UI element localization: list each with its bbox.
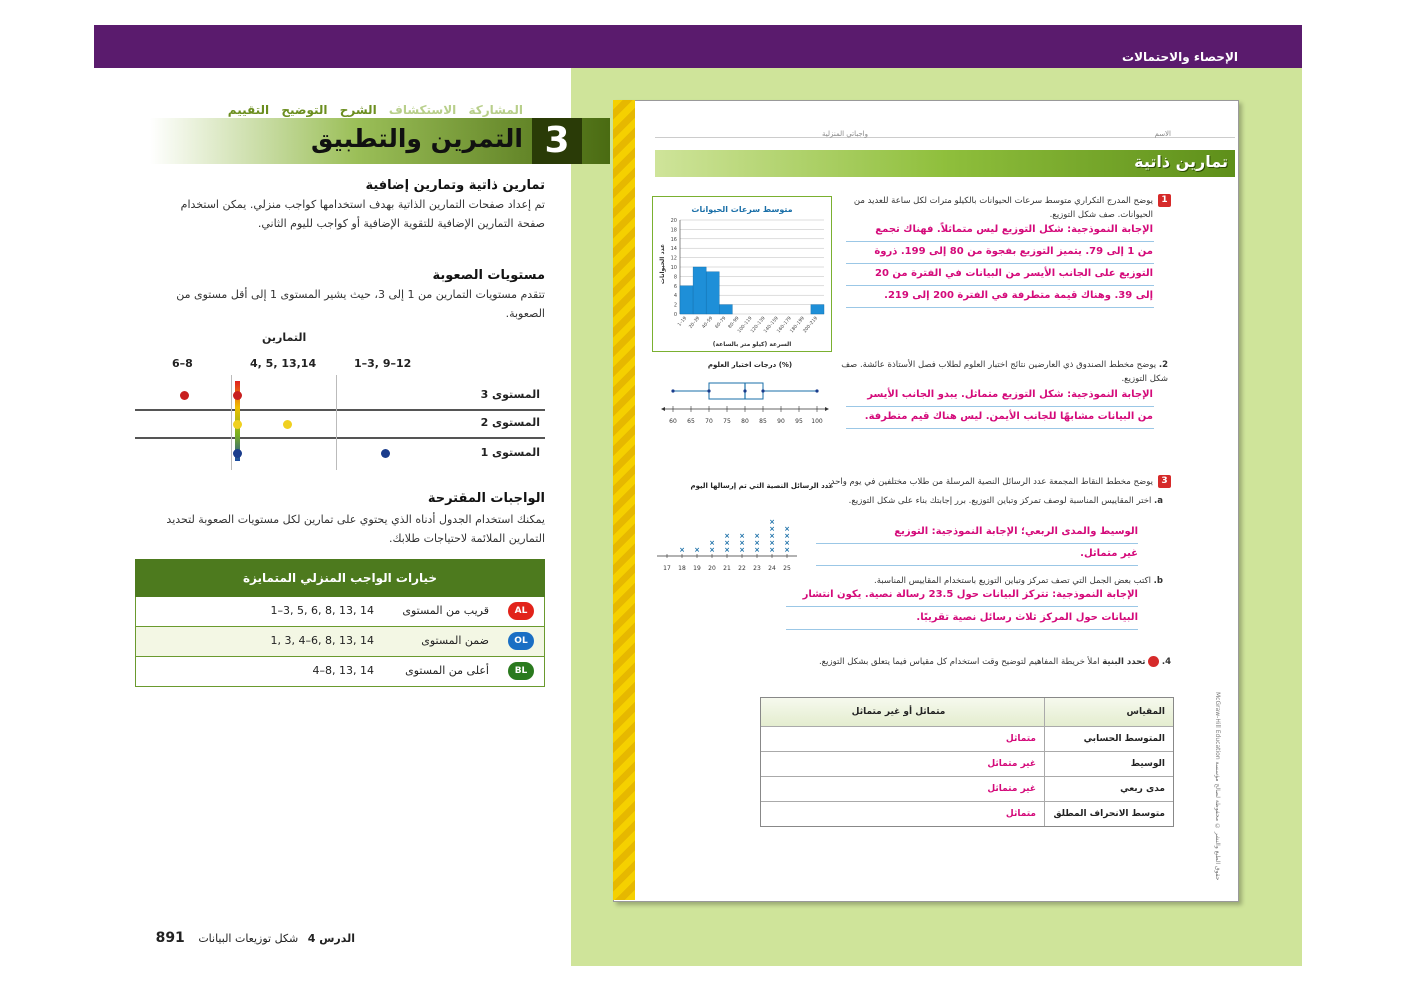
level-col-3: 6–8 [172,357,193,370]
dot-mark: × [769,525,775,533]
q1-text: يوضح المدرج التكراري متوسط سرعات الحيوانات بالكيلو مترات لكل ساعة للعديد من الحيوانات. صف شكل التوزيع. [853,196,1153,220]
q3b-body: اكتب بعض الجمل التي تصف تمركز وتباين التوزيع باستخدام المقاييس المناسبة. [874,576,1151,586]
dot-mark: × [769,518,775,526]
cell-measure: المتوسط الحسابي [1044,727,1173,751]
q1-answer-2: من 1 إلى 79. يتميز التوزيع بفجوة من 80 إلى 199. ذروة [874,246,1153,257]
y-tick-label: 20 [670,218,677,224]
histogram-bar [811,305,824,314]
x-tick-label: 17 [663,565,671,572]
x-tick-label: 65 [687,418,695,425]
dot-mark: × [739,532,745,540]
footer-lesson: الدرس 4 [307,932,355,945]
dotplot-title: عدد الرسائل النصية التي تم إرسالها اليوم [690,482,834,490]
five-number-point [671,389,674,392]
q4-body: املأ خريطة المفاهيم لتوضيح وقت استخدام كل مقياس فيما يتعلق بشكل التوزيع. [818,657,1100,667]
heading-difficulty: مستويات الصعوبة [432,268,545,283]
row-level: قريب من المستوى [402,604,489,617]
y-tick-label: 8 [673,274,677,281]
q3b-label: b. [1153,576,1163,586]
axis-arrow-left [661,407,665,411]
histogram-bar [693,267,706,314]
q4-number: 4. [1161,657,1171,667]
dot-mark: × [754,546,760,554]
dot-mark: × [739,539,745,547]
q1-answer-4: إلى 39. وهناك قيمة متطرفة في الفترة 200 إلى 219. [884,290,1153,301]
x-tick-label: 23 [753,565,761,572]
dot-level3-b [233,391,242,400]
measures-table [760,697,1174,827]
five-number-point [743,389,746,392]
nav-explore[interactable]: الاستكشاف [388,103,457,117]
boxplot-chart [655,355,835,430]
cell-measure: متوسط الانحراف المطلق [1044,802,1173,826]
q2-body: يوضح مخطط الصندوق ذي العارضين نتائج اختبار العلوم لطلاب فصل الأستاذة عائشة. صف شكل التوزيع. [841,360,1168,384]
q3a-answer-1: الوسيط والمدى الربعي؛ الإجابة النموذجية: التوزيع [894,526,1138,537]
dot-mark: × [724,539,730,547]
table-row [761,726,1173,751]
lesson-phase-nav [220,103,523,117]
x-tick-label: 70 [705,418,713,425]
q1-answer-3: التوزيع على الجانب الأيسر من البيانات في الفترة من 20 [875,268,1153,279]
dot-mark: × [769,546,775,554]
x-tick-label: 1–19 [677,316,689,328]
cell-shape: متماثل [1005,734,1036,744]
table-header-row [761,698,1173,726]
histogram-bar [706,272,719,314]
y-tick-label: 4 [673,293,677,300]
iqr-box [709,383,763,399]
dot-level3 [180,391,189,400]
homework-table-title: خيارات الواجب المنزلي المتمايزة [135,559,545,597]
levels-chart [135,375,545,470]
dot-level2-b [233,420,242,429]
structure-icon [1148,656,1159,667]
row-exercises: 1–3, 5, 6, 8, 13, 14 [270,604,374,617]
paragraph-difficulty: تتقدم مستويات التمارين من 1 إلى 3، حيث يشير المستوى 1 إلى أقل مستوى من الصعوبة. [176,288,545,320]
page-footer [135,930,355,946]
q2-answer-2: من البيانات مشابهًا للجانب الأيمن. ليس هناك قيم متطرفة. [864,411,1153,422]
y-tick-label: 18 [670,227,677,234]
name-label: الاسم [1154,130,1171,138]
paragraph-suggested: يمكنك استخدام الجدول أدناه الذي يحتوي على تمارين لكل مستويات الصعوبة لتحديد التمارين الملائمة لاحتياجات طلابك. [166,513,545,545]
x-tick-label: 80–99 [727,316,741,330]
nav-elaborate[interactable]: التوضيح [281,103,328,117]
workbook-stripe [613,100,635,900]
x-tick-label: 95 [795,418,803,425]
table-row [761,776,1173,801]
dot-mark: × [784,546,790,554]
table-row [135,627,545,657]
q1-number: 1 [1158,194,1171,207]
y-tick-label: 2 [673,302,677,309]
heading-suggested: الواجبات المقترحة [427,491,545,506]
five-number-point [707,389,710,392]
q4-title: تحدد البنية [1102,657,1146,667]
dot-mark: × [739,546,745,554]
x-tick-label: 21 [723,565,731,572]
x-tick-label: 120–139 [750,316,767,335]
x-tick-label: 75 [723,418,731,425]
x-tick-label: 20–39 [688,316,702,330]
dot-mark: × [694,546,700,554]
page-number: 891 [155,930,185,946]
dot-mark: × [724,532,730,540]
x-tick-label: 20 [708,565,716,572]
q2-number: 2. [1158,360,1168,370]
level-row-2: المستوى 2 [480,416,540,429]
heading-self-practice: تمارين ذاتية وتمارين إضافية [365,178,545,193]
badge-bl: BL [508,662,534,680]
q3a-text [843,494,1163,508]
dot-mark: × [769,532,775,540]
table-row [135,657,545,687]
histogram-xlabel: السرعة (كيلو متر بالساعة) [712,341,792,348]
nav-evaluate[interactable]: التقييم [227,103,270,117]
dot-mark: × [784,539,790,547]
five-number-point [761,389,764,392]
q3b-answer-1: الإجابة النموذجية: تتركز البيانات حول 23.5 رسالة نصية. يكون انتشار [802,589,1138,600]
row-exercises: 4–8, 13, 14 [312,664,374,677]
x-tick-label: 60 [669,418,677,425]
q3b-answer-2: البيانات حول المركز ثلاث رسائل نصية تقريبًا. [916,612,1138,623]
x-tick-label: 140–159 [763,316,780,335]
histogram-bar [719,305,732,314]
q3a-answer-2: غير متماثل. [1080,548,1138,559]
dotplot-chart [652,478,834,578]
footer-lesson-title: شكل توزيعات البيانات [198,932,299,945]
q2-text [838,358,1168,386]
badge-al: AL [508,602,534,620]
section-title: التمرين والتطبيق [310,124,523,153]
table-row [761,801,1173,826]
x-tick-label: 85 [759,418,767,425]
nav-explain[interactable]: الشرح [339,103,377,117]
q3a-label: a. [1154,496,1163,506]
y-tick-label: 14 [670,246,677,253]
cell-shape: غير متماثل [987,759,1036,769]
x-tick-label: 100–119 [737,316,754,335]
x-tick-label: 40–59 [701,316,715,330]
q3-text: يوضح مخطط النقاط المجمعة عدد الرسائل النصية المرسلة من طلاب مختلفين في يوم واحد. [827,477,1153,487]
histogram-ylabel: عدد الحيوانات [659,243,666,285]
histogram-title: متوسط سرعات الحيوانات [691,205,793,214]
x-tick-label: 100 [811,418,823,425]
x-tick-label: 160–179 [776,316,793,335]
x-tick-label: 200–219 [802,316,819,335]
workbook-banner-title: تمارين ذاتية [1134,152,1228,171]
axis-arrow-right [825,407,829,411]
dot-level1 [381,449,390,458]
dot-mark: × [754,532,760,540]
dot-mark: × [724,546,730,554]
x-tick-label: 18 [678,565,686,572]
header-symmetric: متماثل أو غير متماثل [851,707,946,717]
five-number-point [815,389,818,392]
dot-level1-b [233,449,242,458]
y-tick-label: 0 [673,312,677,318]
x-tick-label: 24 [768,565,776,572]
x-tick-label: 60–79 [714,316,728,330]
table-row [135,597,545,627]
nav-engage[interactable]: المشاركة [468,103,523,117]
q2-answer-1: الإجابة النموذجية: شكل التوزيع متماثل. يبدو الجانب الأيسر [867,389,1153,400]
top-banner [94,25,1302,68]
homework-label: واجباتي المنزلية [821,130,868,138]
dot-mark: × [769,539,775,547]
badge-ol: OL [508,632,534,650]
paragraph-self-practice: تم إعداد صفحات التمارين الذاتية بهدف استخدامها كواجب منزلي. يمكن استخدام صفحة التمارين الإضافية للتقوية الإضافية أو كواجب لليوم الثاني. [180,198,545,230]
dot-mark: × [709,546,715,554]
chapter-title: الإحصاء والاحتمالات [1122,50,1238,64]
boxplot-title: درجات اختبار العلوم (%) [707,361,793,369]
cell-measure: الوسيط [1044,752,1173,776]
q3a-body: اختر المقاييس المناسبة لوصف تمركز وتباين التوزيع. برر إجابتك بناء على شكل التوزيع. [848,496,1152,506]
dot-level2 [283,420,292,429]
row-level: ضمن المستوى [421,634,489,647]
level-row-3: المستوى 3 [480,388,540,401]
q4-text [811,655,1171,669]
x-tick-label: 22 [738,565,746,572]
section-number: 3 [532,118,582,164]
dot-mark: × [754,539,760,547]
dot-mark: × [709,539,715,547]
header-measure: المقياس [1044,698,1173,726]
x-tick-label: 80 [741,418,749,425]
x-tick-label: 25 [783,565,791,572]
row-exercises: 1, 3, 4–6, 8, 13, 14 [270,634,374,647]
dot-mark: × [784,525,790,533]
histogram-bar [680,286,693,314]
y-tick-label: 10 [670,265,677,271]
row-level: أعلى من المستوى [405,664,489,677]
dot-mark: × [679,546,685,554]
homework-table [135,559,545,687]
histogram-chart [652,196,832,352]
copyright-sidebar: حقوق الطبع والنشر © محفوظة لصالح مؤسسة McGraw-Hill Education [1214,691,1221,880]
x-tick-label: 90 [777,418,785,425]
q3-number: 3 [1158,475,1171,488]
y-tick-label: 16 [670,236,677,243]
q1-answer-1: الإجابة النموذجية: شكل التوزيع ليس متماثلاً. فهناك تجمع [875,224,1153,235]
x-tick-label: 180–199 [789,316,806,335]
table-row [761,751,1173,776]
exercises-caption: التمارين [262,331,307,344]
y-tick-label: 12 [670,255,677,262]
cell-measure: مدى ربعي [1044,777,1173,801]
y-tick-label: 6 [673,283,677,290]
level-row-1: المستوى 1 [480,446,540,459]
cell-shape: غير متماثل [987,784,1036,794]
level-col-2: 4, 5, 13,14 [250,357,317,370]
x-tick-label: 19 [693,565,701,572]
dot-mark: × [784,532,790,540]
cell-shape: متماثل [1005,809,1036,819]
level-col-1: 1–3, 9–12 [354,357,412,370]
